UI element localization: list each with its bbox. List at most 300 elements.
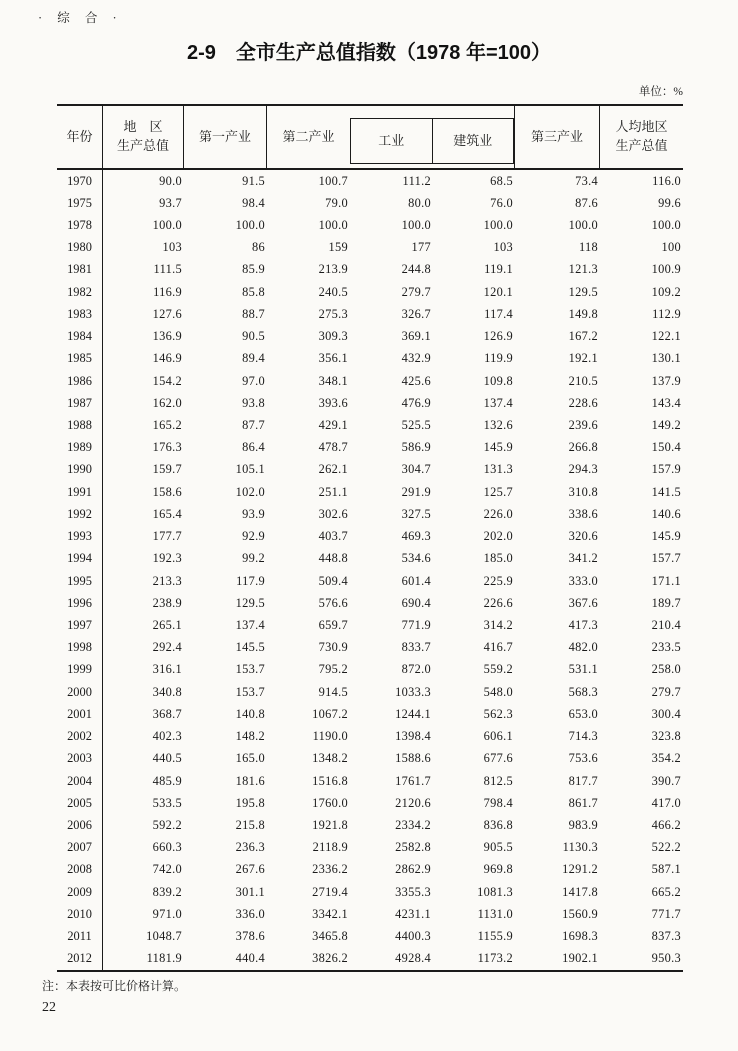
construction-cell: 119.1 — [484, 262, 513, 277]
table-row — [57, 459, 683, 481]
industry-cell: 1761.7 — [395, 773, 431, 788]
per-capita-gdp-cell: 323.8 — [651, 729, 681, 744]
table-row — [57, 859, 683, 881]
secondary-industry-cell: 213.9 — [318, 262, 348, 277]
regional-gdp-cell: 292.4 — [152, 640, 182, 655]
regional-gdp-cell: 440.5 — [152, 751, 182, 766]
secondary-industry-cell: 478.7 — [318, 440, 348, 455]
year-cell: 1997 — [57, 614, 103, 636]
tertiary-industry-cell: 73.4 — [575, 173, 598, 188]
table-row — [57, 370, 683, 392]
construction-cell: 145.9 — [483, 440, 513, 455]
primary-industry-cell: 378.6 — [235, 929, 265, 944]
primary-industry-cell: 100.0 — [235, 218, 265, 233]
year-cell: 1999 — [57, 659, 103, 681]
per-capita-gdp-cell: 189.7 — [651, 595, 681, 610]
secondary-industry-cell: 730.9 — [318, 640, 348, 655]
year-cell: 2011 — [57, 925, 103, 947]
regional-gdp-cell: 340.8 — [152, 684, 182, 699]
secondary-industry-cell: 1067.2 — [312, 706, 348, 721]
tertiary-industry-cell: 192.1 — [568, 351, 598, 366]
per-capita-gdp-cell: 157.7 — [651, 551, 681, 566]
secondary-industry-cell: 309.3 — [318, 329, 348, 344]
industry-cell: 369.1 — [401, 329, 431, 344]
primary-industry-cell: 89.4 — [242, 351, 265, 366]
primary-industry-cell: 102.0 — [235, 484, 265, 499]
tertiary-industry-cell: 861.7 — [568, 795, 598, 810]
per-capita-gdp-cell: 417.0 — [651, 795, 681, 810]
construction-cell: 416.7 — [483, 640, 513, 655]
industry-cell: 326.7 — [401, 306, 431, 321]
per-capita-gdp-cell: 100 — [661, 240, 681, 255]
table-row — [57, 948, 683, 970]
construction-cell: 103 — [493, 240, 513, 255]
construction-cell: 1173.2 — [477, 951, 513, 966]
table-row — [57, 326, 683, 348]
secondary-industry-cell: 2336.2 — [312, 862, 348, 877]
secondary-industry-cell: 659.7 — [318, 617, 348, 632]
tertiary-industry-cell: 118 — [578, 240, 598, 255]
industry-cell: 244.8 — [401, 262, 431, 277]
per-capita-gdp-cell: 149.2 — [651, 418, 681, 433]
table-row — [57, 414, 683, 436]
tertiary-industry-cell: 714.3 — [568, 729, 598, 744]
per-capita-gdp-cell: 143.4 — [651, 395, 681, 410]
per-capita-gdp-cell: 665.2 — [651, 884, 681, 899]
year-cell: 1988 — [57, 414, 103, 436]
table-row — [57, 703, 683, 725]
secondary-industry-cell: 79.0 — [325, 195, 348, 210]
primary-industry-cell: 117.9 — [236, 573, 265, 588]
tertiary-industry-cell: 320.6 — [568, 529, 598, 544]
per-capita-gdp-cell: 99.6 — [658, 195, 681, 210]
regional-gdp-cell: 154.2 — [152, 373, 182, 388]
regional-gdp-cell: 971.0 — [152, 906, 182, 921]
tertiary-industry-cell: 1130.3 — [562, 840, 598, 855]
table-row — [57, 303, 683, 325]
year-cell: 1987 — [57, 392, 103, 414]
regional-gdp-cell: 213.3 — [152, 573, 182, 588]
year-cell: 1993 — [57, 526, 103, 548]
year-cell: 1991 — [57, 481, 103, 503]
industry-cell: 2582.8 — [395, 840, 431, 855]
primary-industry-cell: 137.4 — [235, 617, 265, 632]
industry-cell: 469.3 — [401, 529, 431, 544]
industry-cell: 304.7 — [401, 462, 431, 477]
year-cell: 1983 — [57, 303, 103, 325]
col-header-regional-gdp — [103, 106, 184, 168]
secondary-industry-cell: 2719.4 — [312, 884, 348, 899]
primary-industry-cell: 153.7 — [235, 684, 265, 699]
tertiary-industry-cell: 1698.3 — [562, 929, 598, 944]
tertiary-industry-cell: 817.7 — [568, 773, 598, 788]
primary-industry-cell: 88.7 — [242, 306, 265, 321]
year-cell: 2001 — [57, 703, 103, 725]
page-number: 22 — [42, 1000, 56, 1015]
table-row — [57, 903, 683, 925]
construction-cell: 226.6 — [483, 595, 513, 610]
industry-cell: 1244.1 — [395, 706, 431, 721]
table-row — [57, 392, 683, 414]
tertiary-industry-cell: 121.3 — [568, 262, 598, 277]
industry-cell: 771.9 — [401, 617, 431, 632]
tertiary-industry-cell: 266.8 — [568, 440, 598, 455]
per-capita-gdp-cell: 466.2 — [651, 817, 681, 832]
regional-gdp-cell: 1048.7 — [146, 929, 182, 944]
regional-gdp-cell: 162.0 — [152, 395, 182, 410]
tertiary-industry-cell: 417.3 — [568, 617, 598, 632]
col-header-per-capita-gdp — [600, 106, 683, 168]
primary-industry-cell: 105.1 — [235, 462, 265, 477]
primary-industry-cell: 97.0 — [242, 373, 265, 388]
per-capita-gdp-cell: 100.9 — [651, 262, 681, 277]
regional-gdp-cell: 165.2 — [152, 418, 182, 433]
year-cell: 1996 — [57, 592, 103, 614]
industry-cell: 872.0 — [401, 662, 431, 677]
secondary-industry-cell: 429.1 — [318, 418, 348, 433]
construction-cell: 131.3 — [483, 462, 513, 477]
secondary-industry-cell: 576.6 — [318, 595, 348, 610]
construction-cell: 126.9 — [483, 329, 513, 344]
col-header-year — [57, 106, 103, 168]
table-row — [57, 481, 683, 503]
year-cell: 2006 — [57, 814, 103, 836]
year-cell: 2005 — [57, 792, 103, 814]
secondary-industry-cell: 1760.0 — [312, 795, 348, 810]
industry-cell: 177 — [411, 240, 431, 255]
industry-cell: 80.0 — [408, 195, 431, 210]
industry-cell: 586.9 — [401, 440, 431, 455]
secondary-industry-cell: 262.1 — [318, 462, 348, 477]
tertiary-industry-cell: 129.5 — [568, 284, 598, 299]
year-cell: 1980 — [57, 237, 103, 259]
per-capita-gdp-cell: 950.3 — [651, 951, 681, 966]
primary-industry-cell: 93.8 — [242, 395, 265, 410]
year-cell: 1981 — [57, 259, 103, 281]
secondary-industry-cell: 1348.2 — [312, 751, 348, 766]
regional-gdp-cell: 265.1 — [152, 617, 182, 632]
col-header-tertiary-industry — [515, 106, 600, 168]
table-row — [57, 281, 683, 303]
col-header-construction: 建筑业 — [432, 119, 514, 163]
table-row — [57, 214, 683, 236]
industry-cell: 833.7 — [401, 640, 431, 655]
secondary-industry-cell: 159 — [328, 240, 348, 255]
year-cell: 1995 — [57, 570, 103, 592]
year-cell: 2008 — [57, 859, 103, 881]
regional-gdp-cell: 660.3 — [152, 840, 182, 855]
regional-gdp-cell: 316.1 — [152, 662, 182, 677]
industry-cell: 3355.3 — [395, 884, 431, 899]
statistics-table — [57, 104, 683, 972]
per-capita-gdp-cell: 112.9 — [652, 306, 681, 321]
construction-cell: 117.4 — [484, 306, 513, 321]
table-row — [57, 637, 683, 659]
primary-industry-cell: 99.2 — [242, 551, 265, 566]
year-cell: 1970 — [57, 170, 103, 192]
construction-cell: 68.5 — [490, 173, 513, 188]
table-row — [57, 548, 683, 570]
construction-cell: 905.5 — [483, 840, 513, 855]
construction-cell: 100.0 — [483, 218, 513, 233]
per-capita-gdp-cell: 522.2 — [651, 840, 681, 855]
construction-cell: 202.0 — [483, 529, 513, 544]
primary-industry-cell: 86 — [252, 240, 265, 255]
tertiary-industry-cell: 87.6 — [575, 195, 598, 210]
industry-cell: 601.4 — [401, 573, 431, 588]
tertiary-industry-cell: 367.6 — [568, 595, 598, 610]
col-header-year-label: 年份 — [66, 128, 93, 144]
per-capita-gdp-cell: 116.0 — [652, 173, 681, 188]
tertiary-industry-cell: 753.6 — [568, 751, 598, 766]
tertiary-industry-cell: 1902.1 — [562, 951, 598, 966]
industry-cell: 1588.6 — [395, 751, 431, 766]
per-capita-gdp-cell: 837.3 — [651, 929, 681, 944]
construction-cell: 606.1 — [483, 729, 513, 744]
industry-cell: 279.7 — [401, 284, 431, 299]
primary-industry-cell: 87.7 — [242, 418, 265, 433]
construction-cell: 798.4 — [483, 795, 513, 810]
unit-label: 单位：% — [638, 86, 683, 98]
col-header-secondary-industry-group — [267, 106, 515, 168]
secondary-industry-cell: 240.5 — [318, 284, 348, 299]
table-row — [57, 592, 683, 614]
year-cell: 2010 — [57, 903, 103, 925]
regional-gdp-cell: 100.0 — [152, 218, 182, 233]
tertiary-industry-cell: 338.6 — [568, 506, 598, 521]
year-cell: 1982 — [57, 281, 103, 303]
year-cell: 1992 — [57, 503, 103, 525]
col-header-per-capita-gdp-line1: 人均地区 — [615, 119, 668, 135]
year-cell: 1985 — [57, 348, 103, 370]
regional-gdp-cell: 127.6 — [152, 306, 182, 321]
construction-cell: 76.0 — [490, 195, 513, 210]
table-note: 注：本表按可比价格计算。 — [42, 979, 187, 993]
year-cell: 1998 — [57, 637, 103, 659]
regional-gdp-cell: 159.7 — [152, 462, 182, 477]
industry-cell: 690.4 — [401, 595, 431, 610]
tertiary-industry-cell: 1417.8 — [562, 884, 598, 899]
table-row — [57, 659, 683, 681]
construction-cell: 677.6 — [483, 751, 513, 766]
col-header-primary-industry-label: 第一产业 — [198, 128, 251, 144]
construction-cell: 125.7 — [483, 484, 513, 499]
construction-cell: 559.2 — [483, 662, 513, 677]
primary-industry-cell: 215.8 — [235, 817, 265, 832]
primary-industry-cell: 148.2 — [235, 729, 265, 744]
section-label: · 综 合 · — [38, 11, 123, 25]
per-capita-gdp-cell: 279.7 — [651, 684, 681, 699]
industry-cell: 2862.9 — [395, 862, 431, 877]
per-capita-gdp-cell: 300.4 — [651, 706, 681, 721]
year-cell: 2012 — [57, 948, 103, 970]
construction-cell: 314.2 — [483, 617, 513, 632]
industry-cell: 4231.1 — [395, 906, 431, 921]
table-row — [57, 792, 683, 814]
regional-gdp-cell: 93.7 — [159, 195, 182, 210]
secondary-industry-cell: 3465.8 — [312, 929, 348, 944]
per-capita-gdp-cell: 122.1 — [651, 329, 681, 344]
col-header-secondary-industry: 第二产业 — [282, 128, 335, 144]
year-cell: 1986 — [57, 370, 103, 392]
primary-industry-cell: 153.7 — [235, 662, 265, 677]
per-capita-gdp-cell: 171.1 — [651, 573, 681, 588]
regional-gdp-cell: 165.4 — [152, 506, 182, 521]
table-body — [57, 170, 683, 972]
secondary-industry-cell: 914.5 — [318, 684, 348, 699]
regional-gdp-cell: 90.0 — [159, 173, 182, 188]
year-cell: 2009 — [57, 881, 103, 903]
col-header-primary-industry — [184, 106, 267, 168]
regional-gdp-cell: 176.3 — [152, 440, 182, 455]
secondary-industry-cell: 275.3 — [318, 306, 348, 321]
per-capita-gdp-cell: 150.4 — [651, 440, 681, 455]
industry-cell: 2120.6 — [395, 795, 431, 810]
construction-cell: 1081.3 — [477, 884, 513, 899]
construction-cell: 225.9 — [483, 573, 513, 588]
secondary-industry-cell: 356.1 — [318, 351, 348, 366]
industry-cell: 1033.3 — [395, 684, 431, 699]
tertiary-industry-cell: 239.6 — [568, 418, 598, 433]
col-header-regional-gdp-line2: 生产总值 — [116, 138, 169, 153]
tertiary-industry-cell: 1560.9 — [562, 906, 598, 921]
table-row — [57, 925, 683, 947]
regional-gdp-cell: 839.2 — [152, 884, 182, 899]
table-row — [57, 570, 683, 592]
per-capita-gdp-cell: 145.9 — [651, 529, 681, 544]
tertiary-industry-cell: 310.8 — [568, 484, 598, 499]
industry-cell: 100.0 — [401, 218, 431, 233]
industry-cell: 525.5 — [401, 418, 431, 433]
sub-header-box — [350, 118, 514, 164]
tertiary-industry-cell: 149.8 — [568, 306, 598, 321]
table-row — [57, 348, 683, 370]
tertiary-industry-cell: 1291.2 — [562, 862, 598, 877]
primary-industry-cell: 145.5 — [235, 640, 265, 655]
regional-gdp-cell: 1181.9 — [146, 951, 182, 966]
primary-industry-cell: 440.4 — [235, 951, 265, 966]
table-row — [57, 614, 683, 636]
col-header-tertiary-industry-label: 第三产业 — [530, 128, 583, 144]
per-capita-gdp-cell: 109.2 — [651, 284, 681, 299]
construction-cell: 548.0 — [483, 684, 513, 699]
year-cell: 2004 — [57, 770, 103, 792]
construction-cell: 119.9 — [484, 351, 513, 366]
per-capita-gdp-cell: 258.0 — [651, 662, 681, 677]
industry-cell: 1398.4 — [395, 729, 431, 744]
page-title: 2-9 全市生产总值指数（1978 年=100） — [186, 42, 551, 64]
primary-industry-cell: 140.8 — [235, 706, 265, 721]
regional-gdp-cell: 103 — [162, 240, 182, 255]
table-row — [57, 814, 683, 836]
secondary-industry-cell: 3342.1 — [312, 906, 348, 921]
primary-industry-cell: 267.6 — [235, 862, 265, 877]
year-cell: 2002 — [57, 725, 103, 747]
regional-gdp-cell: 592.2 — [152, 817, 182, 832]
secondary-industry-cell: 100.7 — [318, 173, 348, 188]
per-capita-gdp-cell: 141.5 — [651, 484, 681, 499]
construction-cell: 185.0 — [483, 551, 513, 566]
table-row — [57, 770, 683, 792]
construction-cell: 120.1 — [483, 284, 513, 299]
industry-cell: 432.9 — [401, 351, 431, 366]
primary-industry-cell: 129.5 — [235, 595, 265, 610]
per-capita-gdp-cell: 100.0 — [651, 218, 681, 233]
secondary-industry-cell: 509.4 — [318, 573, 348, 588]
table-row — [57, 681, 683, 703]
per-capita-gdp-cell: 140.6 — [651, 506, 681, 521]
industry-cell: 476.9 — [401, 395, 431, 410]
primary-industry-cell: 236.3 — [235, 840, 265, 855]
primary-industry-cell: 91.5 — [242, 173, 265, 188]
tertiary-industry-cell: 983.9 — [568, 817, 598, 832]
construction-cell: 226.0 — [483, 506, 513, 521]
secondary-industry-cell: 393.6 — [318, 395, 348, 410]
industry-cell: 4928.4 — [395, 951, 431, 966]
year-cell: 2000 — [57, 681, 103, 703]
secondary-industry-cell: 2118.9 — [312, 840, 348, 855]
secondary-industry-cell: 251.1 — [318, 484, 348, 499]
secondary-industry-cell: 448.8 — [318, 551, 348, 566]
regional-gdp-cell: 402.3 — [152, 729, 182, 744]
table-row — [57, 192, 683, 214]
tertiary-industry-cell: 294.3 — [568, 462, 598, 477]
industry-cell: 534.6 — [401, 551, 431, 566]
regional-gdp-cell: 111.5 — [153, 262, 182, 277]
regional-gdp-cell: 177.7 — [152, 529, 182, 544]
primary-industry-cell: 93.9 — [242, 506, 265, 521]
construction-cell: 1155.9 — [477, 929, 513, 944]
regional-gdp-cell: 136.9 — [152, 329, 182, 344]
construction-cell: 1131.0 — [477, 906, 513, 921]
table-row — [57, 837, 683, 859]
construction-cell: 109.8 — [483, 373, 513, 388]
secondary-industry-cell: 403.7 — [318, 529, 348, 544]
tertiary-industry-cell: 341.2 — [568, 551, 598, 566]
per-capita-gdp-cell: 137.9 — [651, 373, 681, 388]
col-header-per-capita-gdp-line2: 生产总值 — [615, 138, 668, 153]
industry-cell: 327.5 — [401, 506, 431, 521]
col-header-industry: 工业 — [378, 132, 405, 148]
tertiary-industry-cell: 167.2 — [568, 329, 598, 344]
regional-gdp-cell: 158.6 — [152, 484, 182, 499]
table-header-row — [57, 106, 683, 170]
secondary-industry-cell: 302.6 — [318, 506, 348, 521]
primary-industry-cell: 85.8 — [242, 284, 265, 299]
year-cell: 1989 — [57, 437, 103, 459]
regional-gdp-cell: 485.9 — [152, 773, 182, 788]
secondary-industry-cell: 100.0 — [318, 218, 348, 233]
table-row — [57, 170, 683, 192]
per-capita-gdp-cell: 210.4 — [651, 617, 681, 632]
table-row — [57, 725, 683, 747]
regional-gdp-cell: 192.3 — [152, 551, 182, 566]
primary-industry-cell: 195.8 — [235, 795, 265, 810]
table-row — [57, 237, 683, 259]
regional-gdp-cell: 146.9 — [152, 351, 182, 366]
year-cell: 1984 — [57, 326, 103, 348]
table-row — [57, 881, 683, 903]
per-capita-gdp-cell: 130.1 — [651, 351, 681, 366]
construction-cell: 132.6 — [483, 418, 513, 433]
secondary-industry-cell: 795.2 — [318, 662, 348, 677]
industry-cell: 291.9 — [401, 484, 431, 499]
per-capita-gdp-cell: 390.7 — [651, 773, 681, 788]
table-row — [57, 526, 683, 548]
construction-cell: 836.8 — [483, 817, 513, 832]
per-capita-gdp-cell: 587.1 — [651, 862, 681, 877]
per-capita-gdp-cell: 771.7 — [651, 906, 681, 921]
